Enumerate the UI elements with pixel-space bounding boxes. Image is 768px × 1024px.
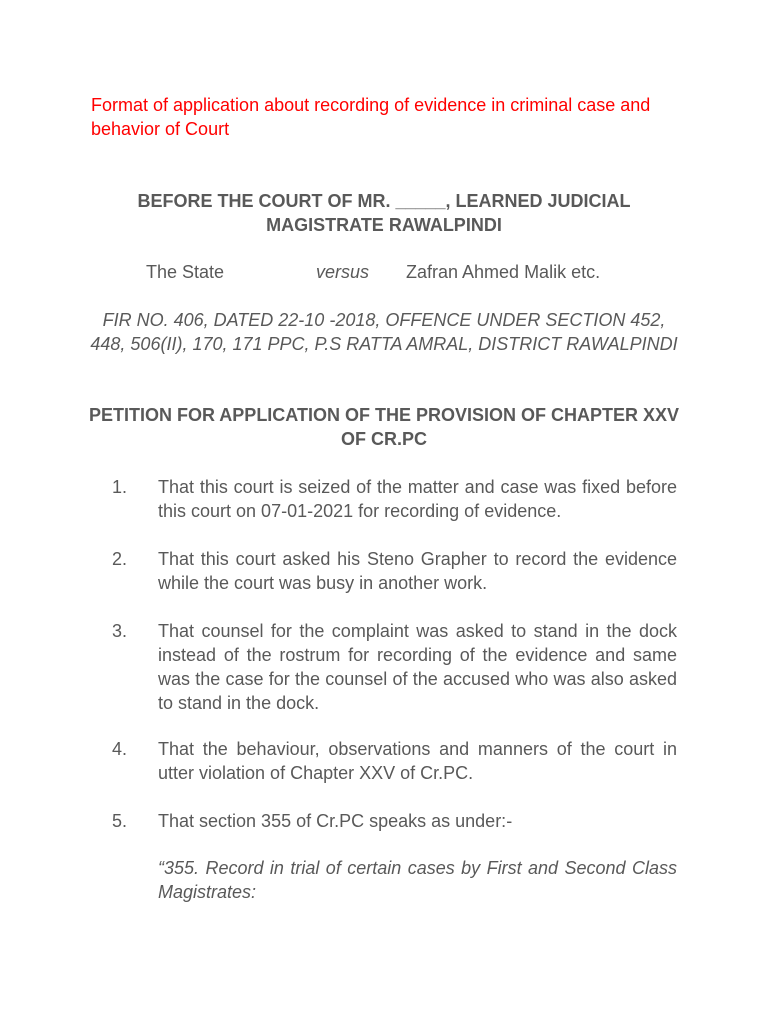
party-versus: versus [316,262,370,282]
list-item-number: 5. [112,811,128,831]
fir-details: FIR NO. 406, DATED 22-10 -2018, OFFENCE UNDER SECTION 452, 448, 506(II), 170, 171 PPC, P.S RATTA AMRAL, DISTRICT RAWALPINDI [90,310,678,354]
list-item-text: That this court asked his Steno Grapher to record the evidence while the court was busy in another work. [158,549,677,593]
party-accused: Zafran Ahmed Malik etc. [406,262,601,282]
list-item-number: 3. [112,621,128,641]
list-item-text: That the behaviour, observations and manners of the court in utter violation of Chapter XXV of Cr.PC. [158,739,677,783]
list-item-text: That this court is seized of the matter and case was fixed before this court on 07-01-2021 for recording of evidence. [158,477,677,521]
document-heading: Format of application about recording of evidence in criminal case and behavior of Court [91,95,651,139]
list-item-number: 2. [112,549,128,569]
section-quote: “355. Record in trial of certain cases by First and Second Class Magistrates: [158,858,677,902]
party-state: The State [146,262,225,282]
court-title: BEFORE THE COURT OF MR. _____, LEARNED JUDICIAL MAGISTRATE RAWALPINDI [137,191,631,235]
list-item-number: 4. [112,739,128,759]
list-item-number: 1. [112,477,128,497]
list-item-text: That counsel for the complaint was asked to stand in the dock instead of the rostrum for recording of the evidence and same was the case for the counsel of the accused who was also asked to stand in the dock. [158,621,677,713]
petition-title: PETITION FOR APPLICATION OF THE PROVISION OF CHAPTER XXV OF CR.PC [88,405,680,449]
list-item-text: That section 355 of Cr.PC speaks as under:- [158,811,513,831]
